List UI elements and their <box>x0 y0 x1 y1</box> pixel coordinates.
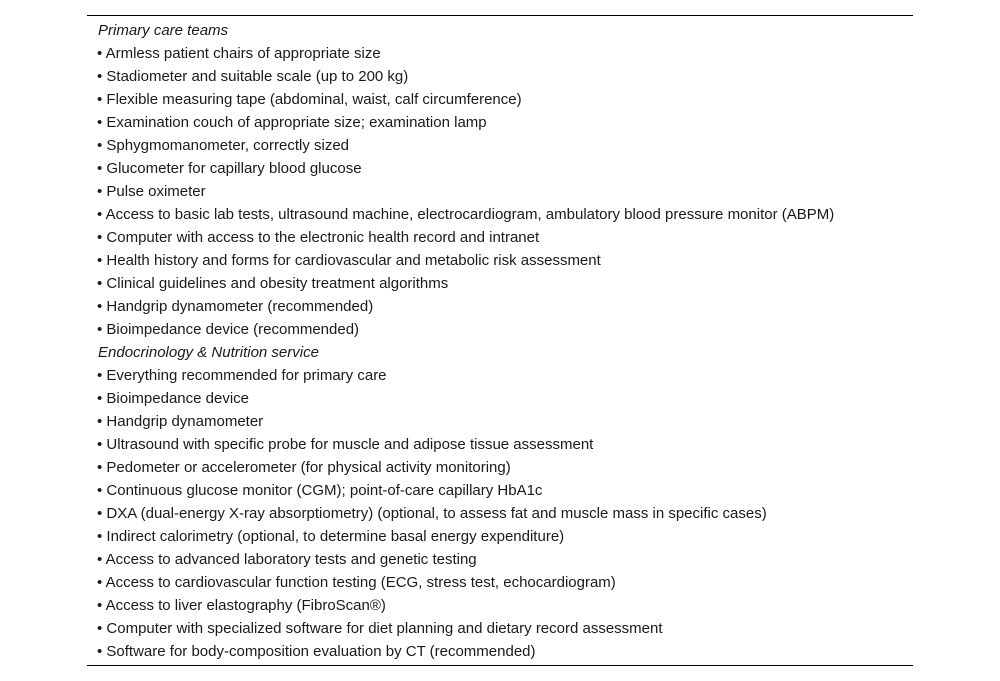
section-title-primary-care: Primary care teams <box>98 22 229 39</box>
list-item: • Everything recommended for primary care <box>97 367 387 384</box>
list-item: • Handgrip dynamometer <box>97 413 264 430</box>
list-item: • Bioimpedance device (recommended) <box>97 321 360 338</box>
list-item: • Pulse oximeter <box>97 183 206 200</box>
list-item: • Access to liver elastography (FibroScan®) <box>97 597 386 614</box>
list-item: • Computer with access to the electronic health record and intranet <box>97 229 540 246</box>
list-item: • Pedometer or accelerometer (for physical activity monitoring) <box>97 459 511 476</box>
list-item: • Continuous glucose monitor (CGM); point-of-care capillary HbA1c <box>97 482 543 499</box>
list-item: • Software for body-composition evaluation by CT (recommended) <box>97 643 536 660</box>
list-item: • Bioimpedance device <box>97 390 250 407</box>
list-item: • Sphygmomanometer, correctly sized <box>97 137 350 154</box>
list-item: • Health history and forms for cardiovascular and metabolic risk assessment <box>97 252 601 269</box>
list-item: • Computer with specialized software for diet planning and dietary record assessment <box>97 620 663 637</box>
equipment-table <box>87 15 913 666</box>
list-item: • Clinical guidelines and obesity treatment algorithms <box>97 275 449 292</box>
list-item: • DXA (dual-energy X-ray absorptiometry) (optional, to assess fat and muscle mass in specific cases) <box>97 505 767 522</box>
list-item: • Examination couch of appropriate size; examination lamp <box>97 114 487 131</box>
list-item: • Armless patient chairs of appropriate size <box>97 45 381 62</box>
list-item: • Indirect calorimetry (optional, to determine basal energy expenditure) <box>97 528 565 545</box>
list-item: • Flexible measuring tape (abdominal, waist, calf circumference) <box>97 91 522 108</box>
list-item: • Access to cardiovascular function testing (ECG, stress test, echocardiogram) <box>97 574 616 591</box>
list-item: • Ultrasound with specific probe for muscle and adipose tissue assessment <box>97 436 594 453</box>
list-item: • Access to basic lab tests, ultrasound machine, electrocardiogram, ambulatory blood pressure monitor (ABPM) <box>97 206 835 223</box>
list-item: • Glucometer for capillary blood glucose <box>97 160 362 177</box>
list-item: • Handgrip dynamometer (recommended) <box>97 298 374 315</box>
list-item: • Stadiometer and suitable scale (up to 200 kg) <box>97 68 409 85</box>
section-title-endocrinology: Endocrinology & Nutrition service <box>98 344 319 361</box>
list-item: • Access to advanced laboratory tests and genetic testing <box>97 551 477 568</box>
